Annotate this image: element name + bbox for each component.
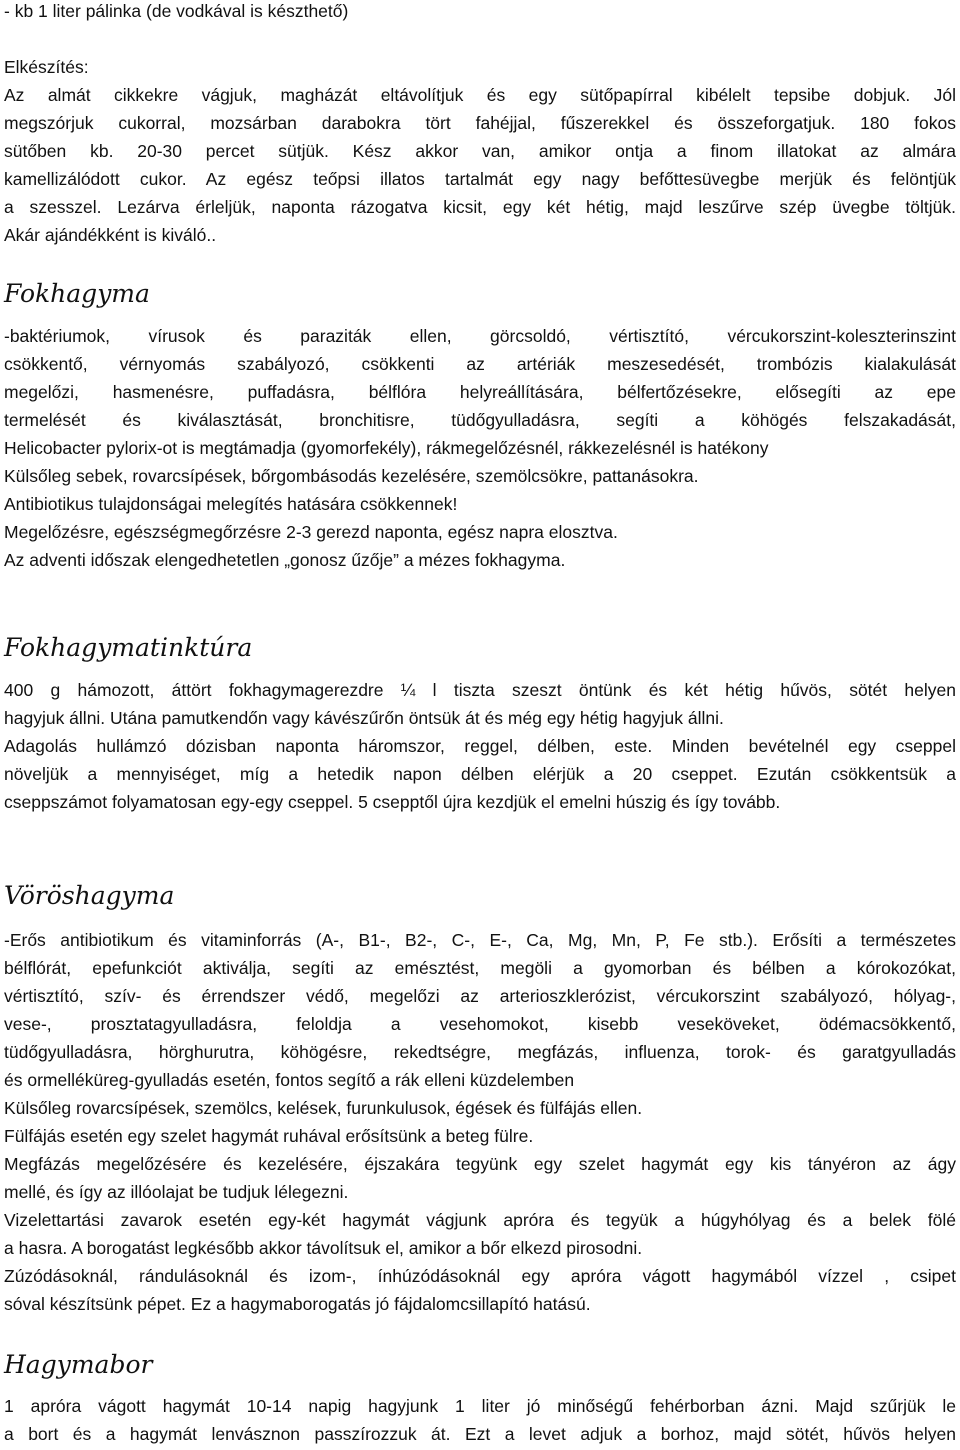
section-heading-voroshagyma: Vöröshagyma — [4, 881, 175, 910]
paragraph-line: mellé, és így az illóolajat be tudjuk lélegezni. — [4, 1182, 349, 1202]
paragraph-line: 400 g hámozott, áttört fokhagymagerezdre ¼ l tiszta szeszt öntünk és két hétig hűvös, sötét helyen — [4, 680, 956, 700]
paragraph-line: Adagolás hullámzó dózisban naponta háromszor, reggel, délben, este. Minden bevételnél egy cseppel — [4, 736, 956, 756]
paragraph-line: sóval készítsünk pépet. Ez a hagymaborogatás jó fájdalomcsillapító hatású. — [4, 1294, 591, 1314]
section-heading-fokhagymatinktura: Fokhagymatinktúra — [4, 633, 253, 662]
paragraph-line: a hasra. A borogatást legkésőbb akkor távolítsuk el, amikor a bőr elkezd pirosodni. — [4, 1238, 643, 1258]
paragraph-line: -Erős antibiotikum és vitaminforrás (A-, B1-, B2-, C-, E-, Ca, Mg, Mn, P, Fe stb.). Erősíti a természetes — [4, 930, 956, 950]
paragraph-line: a szesszel. Lezárva érleljük, naponta rázogatva kicsit, egy két hétig, majd leszűrve szép üvegbe töltjük. — [4, 197, 956, 217]
paragraph-line: 1 apróra vágott hagymát 10-14 napig hagyjunk 1 liter jó minőségű fehérborban ázni. Majd szűrjük le — [4, 1396, 956, 1416]
paragraph-line: hagyjuk állni. Utána pamutkendőn vagy kávészűrőn öntsük át és még egy hétig hagyjuk állni. — [4, 708, 724, 728]
paragraph-line: Külsőleg sebek, rovarcsípések, bőrgombásodás kezelésére, szemölcsökre, pattanásokra. — [4, 466, 699, 486]
paragraph-line: bélflórát, epefunkciót aktiválja, segíti az emésztést, megöli a gyomorban és bélben a kórokozókat, — [4, 958, 956, 978]
paragraph-line: növeljük a mennyiséget, míg a hetedik napon délben elérjük a 20 cseppet. Ezután csökkentsük a — [4, 764, 956, 784]
paragraph-line: megelőzi, hasmenésre, puffadásra, bélflóra helyreállítására, bélfertőzésekre, elősegíti az epe — [4, 382, 956, 402]
paragraph-line: Akár ajándékként is kiváló.. — [4, 225, 217, 245]
paragraph-line: Antibiotikus tulajdonságai melegítés hatására csökkennek! — [4, 494, 458, 514]
ingredient-line: - kb 1 liter pálinka (de vodkával is készthető) — [4, 1, 349, 21]
preparation-label: Elkészítés: — [4, 57, 89, 77]
paragraph-line: Zúzódásoknál, rándulásoknál és izom-, ínhúzódásoknál egy apróra vágott hagymából vízzel , csipet — [4, 1266, 956, 1286]
paragraph-line: sütőben kb. 20-30 percet sütjük. Kész akkor van, amikor ontja a finom illatokat az almára — [4, 141, 956, 161]
paragraph-line: Az adventi időszak elengedhetetlen „gonosz űzője” a mézes fokhagyma. — [4, 550, 566, 570]
paragraph-line: Megelőzésre, egészségmegőrzésre 2-3 gerezd naponta, egész napra elosztva. — [4, 522, 618, 542]
paragraph-line: vese-, prosztatagyulladásra, feloldja a vesehomokot, kisebb veseköveket, ödémacsökkentő, — [4, 1014, 956, 1034]
paragraph-line: -baktériumok, vírusok és paraziták ellen, görcsoldó, vértisztító, vércukorszint-koleszterinszint — [4, 326, 956, 346]
paragraph-line: csökkentő, vérnyomás szabályozó, csökkenti az artériák meszesedését, trombózis kialakulását — [4, 354, 956, 374]
section-heading-hagymabor: Hagymabor — [4, 1350, 153, 1379]
paragraph-line: Vizelettartási zavarok esetén egy-két hagymát vágjunk apróra és tegyük a húgyhólyag és a belek fölé — [4, 1210, 956, 1230]
paragraph-line: Külsőleg rovarcsípések, szemölcs, kelések, furunkulusok, égések és fülfájás ellen. — [4, 1098, 643, 1118]
paragraph-line: tüdőgyulladásra, hörghurutra, köhögésre, rekedtségre, megfázás, influenza, torok- és garatgyulladás — [4, 1042, 956, 1062]
paragraph-line: Fülfájás esetén egy szelet hagymát ruhával erősítsünk a beteg fülre. — [4, 1126, 534, 1146]
section-heading-fokhagyma: Fokhagyma — [4, 279, 150, 308]
paragraph-line: vértisztító, szív- és érrendszer védő, megelőzi az arterioszklerózist, vércukorszint szabályozó, hólyag-, — [4, 986, 956, 1006]
paragraph-line: termelését és kiválasztását, bronchitisre, tüdőgyulladásra, segíti a köhögés felszakadását, — [4, 410, 956, 430]
paragraph-line: és ormelléküreg-gyulladás esetén, fontos segítő a rák elleni küzdelemben — [4, 1070, 575, 1090]
paragraph-line: a bort és a hagymát lenvásznon passzírozzuk át. Ezt a levet adjuk a borhoz, majd sötét, hűvös helyen — [4, 1424, 956, 1444]
paragraph-line: Megfázás megelőzésére és kezelésére, éjszakára tegyünk egy szelet hagymát egy kis tányéron az ágy — [4, 1154, 956, 1174]
paragraph-line: kamellizálódott cukor. Az egész teőpsi illatos tartalmát egy nagy befőttesüvegbe merjük és felöntjük — [4, 169, 956, 189]
paragraph-line: Az almát cikkekre vágjuk, magházát eltávolítjuk és egy sütőpapírral kibélelt tepsibe dobjuk. Jól — [4, 85, 956, 105]
paragraph-line: Helicobacter pylorix-ot is megtámadja (gyomorfekély), rákmegelőzésnél, rákkezelésnél is hatékony — [4, 438, 769, 458]
paragraph-line: cseppszámot folyamatosan egy-egy cseppel. 5 csepptől újra kezdjük el emelni húszig és így tovább. — [4, 792, 781, 812]
paragraph-line: megszórjuk cukorral, mozsárban darabokra tört fahéjjal, fűszerekkel és összeforgatjuk. 180 fokos — [4, 113, 956, 133]
